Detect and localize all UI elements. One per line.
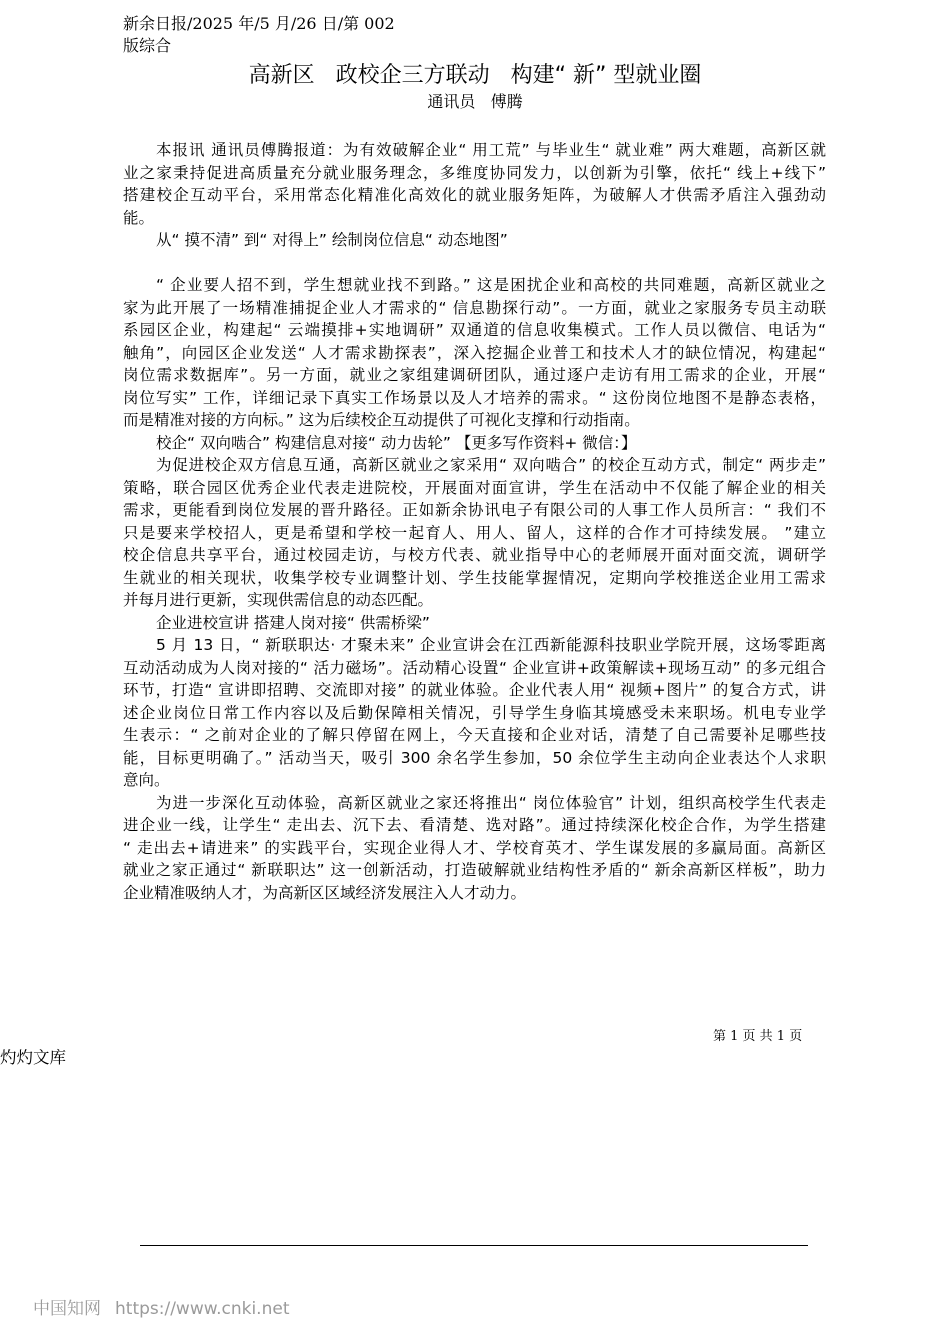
text-line: 业之家秉持促进高质量充分就业服务理念，多维度协同发力，以创新为引擎，依托“ 线上+线下”	[123, 163, 826, 182]
library-watermark: 灼灼文库	[0, 1048, 66, 1067]
text-line: 岗位写实” 工作，详细记录下真实工作场景以及人才培养的需求。“ 这份岗位地图不是静态表格，	[123, 388, 826, 407]
publication-meta	[123, 13, 395, 57]
text-line: 环节，打造“ 宣讲即招聘、交流即对接” 的就业体验。企业代表人用“ 视频+图片” 的复合方式，讲	[123, 681, 826, 699]
text-line: 为进一步深化互动体验，高新区就业之家还将推出“ 岗位体验官” 计划，组织高校学生代表走	[156, 793, 826, 812]
text-line: 能，目标更明确了。” 活动当天，吸引 300 余名学生参加，50 余位学生主动向企业表达个人求职	[123, 748, 826, 767]
text-line: 策略，联合园区优秀企业代表走进院校，开展面对面宣讲，学生在活动中不仅能了解企业的相关	[123, 478, 826, 497]
text-line: 校企信息共享平台，通过校园走访，与校方代表、就业指导中心的老师展开面对面交流，调研学	[123, 546, 826, 564]
text-line: 需求，更能看到岗位发展的晋升路径。正如新余协讯电子有限公司的人事工作人员所言：“ 我们不	[123, 501, 826, 519]
text-line: 只是要来学校招人，更是希望和学校一起育人、用人、留人，这样的合作才可持续发展。 ”建立	[123, 523, 826, 542]
article-title: 高新区 政校企三方联动 构建“ 新” 型就业圈	[248, 63, 702, 88]
text-line: 为促进校企双方信息互通，高新区就业之家采用“ 双向啮合” 的校企互动方式，制定“ 两步走”	[156, 456, 826, 474]
footer-divider	[140, 1245, 808, 1246]
blank-line	[123, 252, 826, 275]
text-line: 家为此开展了一场精准捕捉企业人才需求的“ 信息勘探行动”。一方面，就业之家服务专员主动联	[123, 298, 826, 317]
text-line: 能。	[123, 208, 155, 227]
cnki-logo-text: 中国知网	[33, 1299, 101, 1319]
text-line: 进企业一线，让学生“ 走出去、沉下去、看清楚、选对路”。通过持续深化校企合作，为学生搭建	[123, 816, 826, 834]
text-line: 系园区企业，构建起“ 云端摸排+实地调研” 双通道的信息收集模式。工作人员以微信、电话为“	[123, 321, 826, 339]
text-line: 搭建校企互动平台，采用常态化精准化高效化的就业服务矩阵，为破解人才供需矛盾注入强劲动	[123, 186, 826, 204]
text-line: “ 企业要人招不到，学生想就业找不到路。” 这是困扰企业和高校的共同难题，高新区就业之	[156, 276, 826, 294]
cnki-url-link[interactable]: https://www.cnki.net	[115, 1299, 290, 1319]
text-line: 生就业的相关现状，收集学校专业调整计划、学生技能掌握情况，定期向学校推送企业用工需求	[123, 568, 826, 587]
article-byline: 通讯员 傅腾	[427, 92, 523, 111]
page-number: 第 1 页 共 1 页	[713, 1029, 803, 1044]
text-line: 就业之家正通过“ 新联职达” 这一创新活动，打造破解就业结构性矛盾的“ 新余高新区样板”，助力	[123, 861, 826, 879]
text-line: 企业精准吸纳人才，为高新区区域经济发展注入人才动力。	[123, 883, 527, 902]
text-line: 生表示：“ 之前对企业的了解只停留在网上，今天直接和企业对话，清楚了自己需要补足哪些技	[123, 726, 826, 744]
publication-meta-line: 新余日报/2025 年/5 月/26 日/第 002	[123, 14, 395, 33]
publication-meta-line: 版综合	[123, 36, 172, 55]
text-line: “ 走出去+请进来” 的实践平台，实现企业得人才、学校育英才、学生谋发展的多赢局面。高新区	[123, 838, 826, 857]
text-line: 企业进校宣讲 搭建人岗对接“ 供需桥梁”	[156, 613, 430, 632]
text-line: 述企业岗位日常工作内容以及后勤保障相关情况，引导学生身临其境感受未来职场。机电专业学	[123, 703, 826, 722]
text-line: 本报讯 通讯员傅腾报道：为有效破解企业“ 用工荒” 与毕业生“ 就业难” 两大难题，高新区就	[156, 141, 826, 159]
text-line: 5 月 13 日，“ 新联职达· 才聚未来” 企业宣讲会在江西新能源科技职业学院开展，这场零距离	[156, 636, 826, 654]
text-line: 互动活动成为人岗对接的“ 活力磁场”。活动精心设置“ 企业宣讲+政策解读+现场互动” 的多元组合	[123, 658, 826, 677]
cnki-footer	[33, 1294, 289, 1319]
text-line: 触角”，向园区企业发送“ 人才需求勘探表”，深入挖掘企业普工和技术人才的缺位情况，构建起“	[123, 343, 826, 362]
article-body	[123, 139, 826, 904]
text-line: 意向。	[123, 771, 170, 789]
text-line: 岗位需求数据库”。另一方面，就业之家组建调研团队，通过逐户走访有用工需求的企业，开展“	[123, 366, 826, 384]
text-line: 校企“ 双向啮合” 构建信息对接“ 动力齿轮” 【更多写作资料+ 微信：】	[156, 433, 637, 452]
text-line: 并每月进行更新，实现供需信息的动态匹配。	[123, 591, 434, 609]
text-line: 而是精准对接的方向标。” 这为后续校企互动提供了可视化支撑和行动指南。	[123, 411, 640, 429]
text-line: 从“ 摸不清” 到“ 对得上” 绘制岗位信息“ 动态地图”	[156, 231, 508, 249]
